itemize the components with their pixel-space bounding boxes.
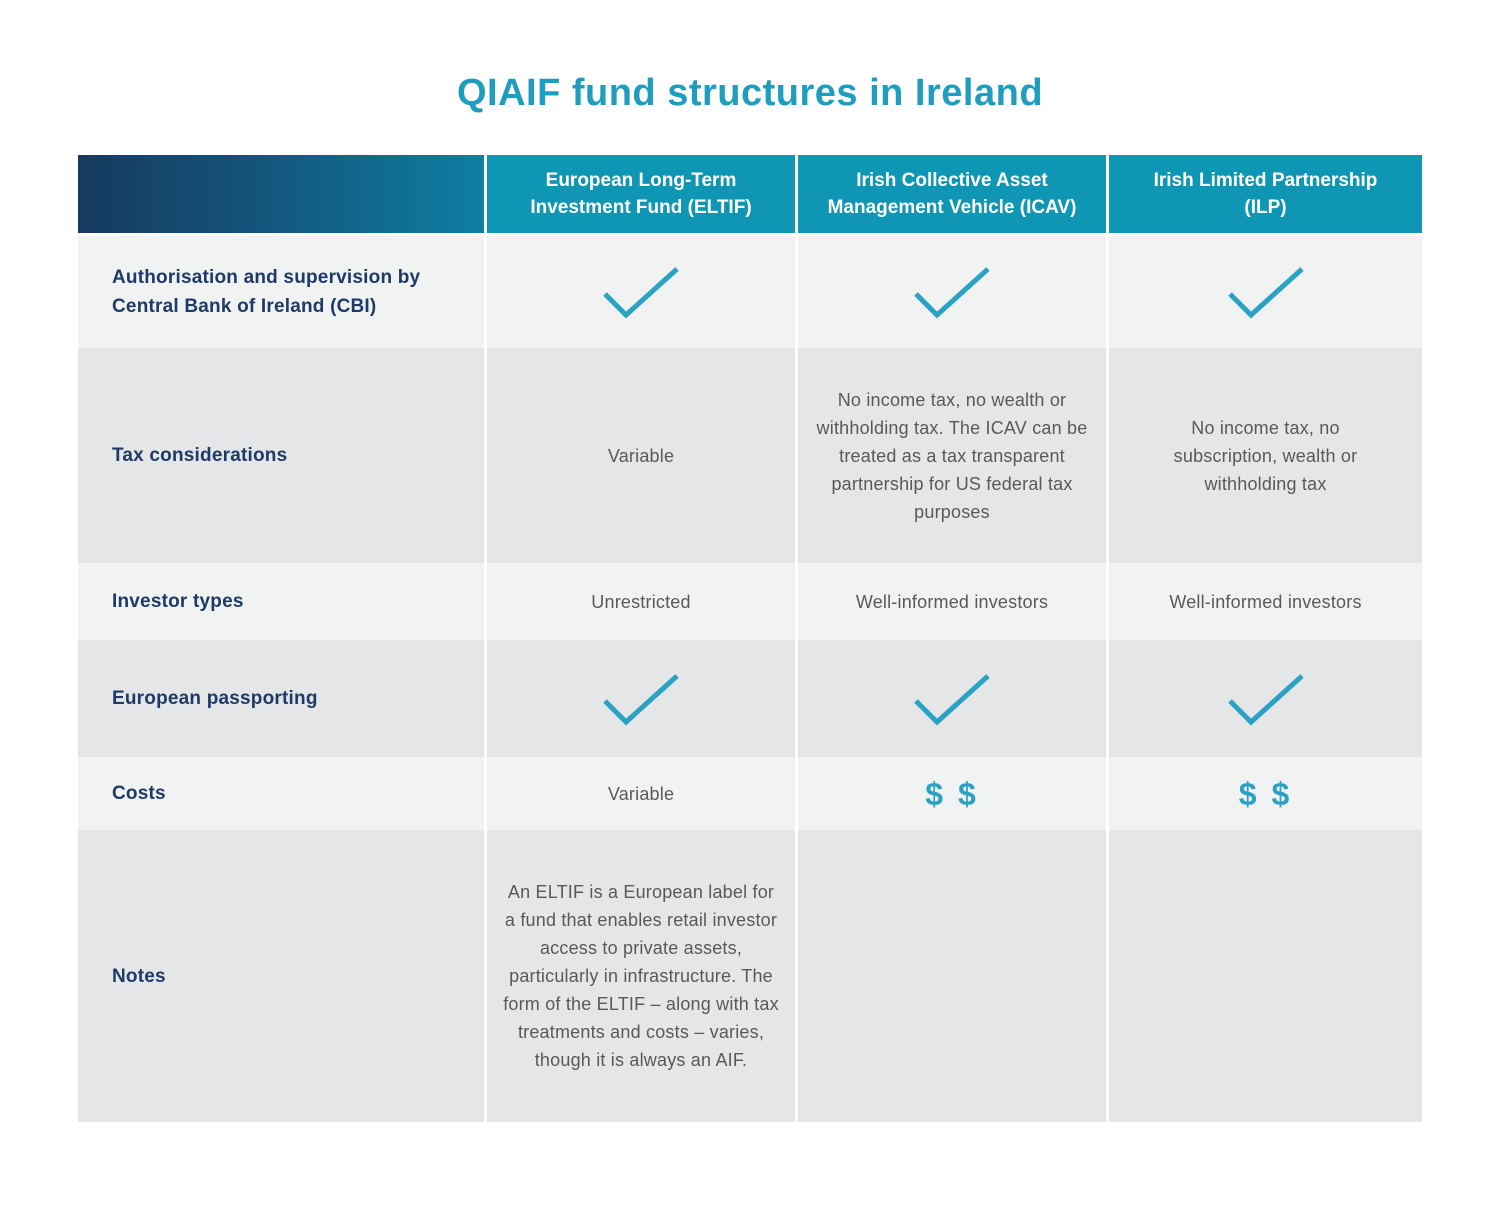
header-col-ilp: Irish Limited Partnership (ILP) xyxy=(1109,155,1422,233)
cell-passporting-ilp xyxy=(1109,640,1422,757)
table-header-row xyxy=(78,155,1422,233)
cell-text: Variable xyxy=(607,783,675,804)
dollar-signs: $ $ xyxy=(1238,775,1293,812)
checkmark-icon xyxy=(910,264,994,320)
checkmark-icon xyxy=(910,671,994,727)
cell-authorisation-icav xyxy=(798,236,1106,348)
cell-investors-eltif xyxy=(487,563,795,640)
table-body xyxy=(78,236,1422,1122)
row-label-costs: Costs xyxy=(78,757,484,830)
cell-costs-eltif xyxy=(487,757,795,830)
checkmark-icon xyxy=(1224,671,1308,727)
cell-costs-icav xyxy=(798,757,1106,830)
cell-tax-icav xyxy=(798,348,1106,563)
cell-text: Well-informed investors xyxy=(1169,591,1362,612)
header-col-eltif: European Long-Term Investment Fund (ELTIF) xyxy=(487,155,795,233)
cell-text: Unrestricted xyxy=(591,591,691,612)
cell-text: No income tax, no subscription, wealth or withholding tax xyxy=(1173,417,1358,494)
dollar-signs: $ $ xyxy=(925,775,979,812)
comparison-table xyxy=(78,155,1422,1122)
cell-notes-eltif xyxy=(487,830,795,1122)
row-label-passporting: European passporting xyxy=(78,640,484,757)
checkmark-icon xyxy=(599,264,683,320)
header-corner-cell xyxy=(78,155,484,233)
checkmark-icon xyxy=(1224,264,1308,320)
cell-investors-ilp xyxy=(1109,563,1422,640)
checkmark-icon xyxy=(599,671,683,727)
row-label-investor-types: Investor types xyxy=(78,563,484,640)
cell-passporting-icav xyxy=(798,640,1106,757)
cell-tax-eltif xyxy=(487,348,795,563)
cell-text: Variable xyxy=(607,445,675,466)
cell-tax-ilp xyxy=(1109,348,1422,563)
cell-authorisation-ilp xyxy=(1109,236,1422,348)
row-label-tax: Tax considerations xyxy=(78,348,484,563)
cell-investors-icav xyxy=(798,563,1106,640)
cell-passporting-eltif xyxy=(487,640,795,757)
page-title: QIAIF fund structures in Ireland xyxy=(456,72,1044,114)
cell-text: No income tax, no wealth or withholding tax. The ICAV can be treated as a tax transparent partnership for US federal tax purposes xyxy=(816,389,1088,522)
cell-text: Well-informed investors xyxy=(855,591,1049,612)
cell-text: An ELTIF is a European label for a fund that enables retail investor access to private assets, particularly in infrastructure. The form of the ELTIF – along with tax treatments and costs – varies, though it is always an AIF. xyxy=(503,882,779,1070)
cell-authorisation-eltif xyxy=(487,236,795,348)
cell-costs-ilp xyxy=(1109,757,1422,830)
header-col-icav: Irish Collective Asset Management Vehicle (ICAV) xyxy=(798,155,1106,233)
row-label-notes: Notes xyxy=(78,830,484,1122)
cell-notes-ilp xyxy=(1109,830,1422,1122)
row-label-authorisation: Authorisation and supervision by Central Bank of Ireland (CBI) xyxy=(78,236,484,348)
cell-notes-icav xyxy=(798,830,1106,1122)
